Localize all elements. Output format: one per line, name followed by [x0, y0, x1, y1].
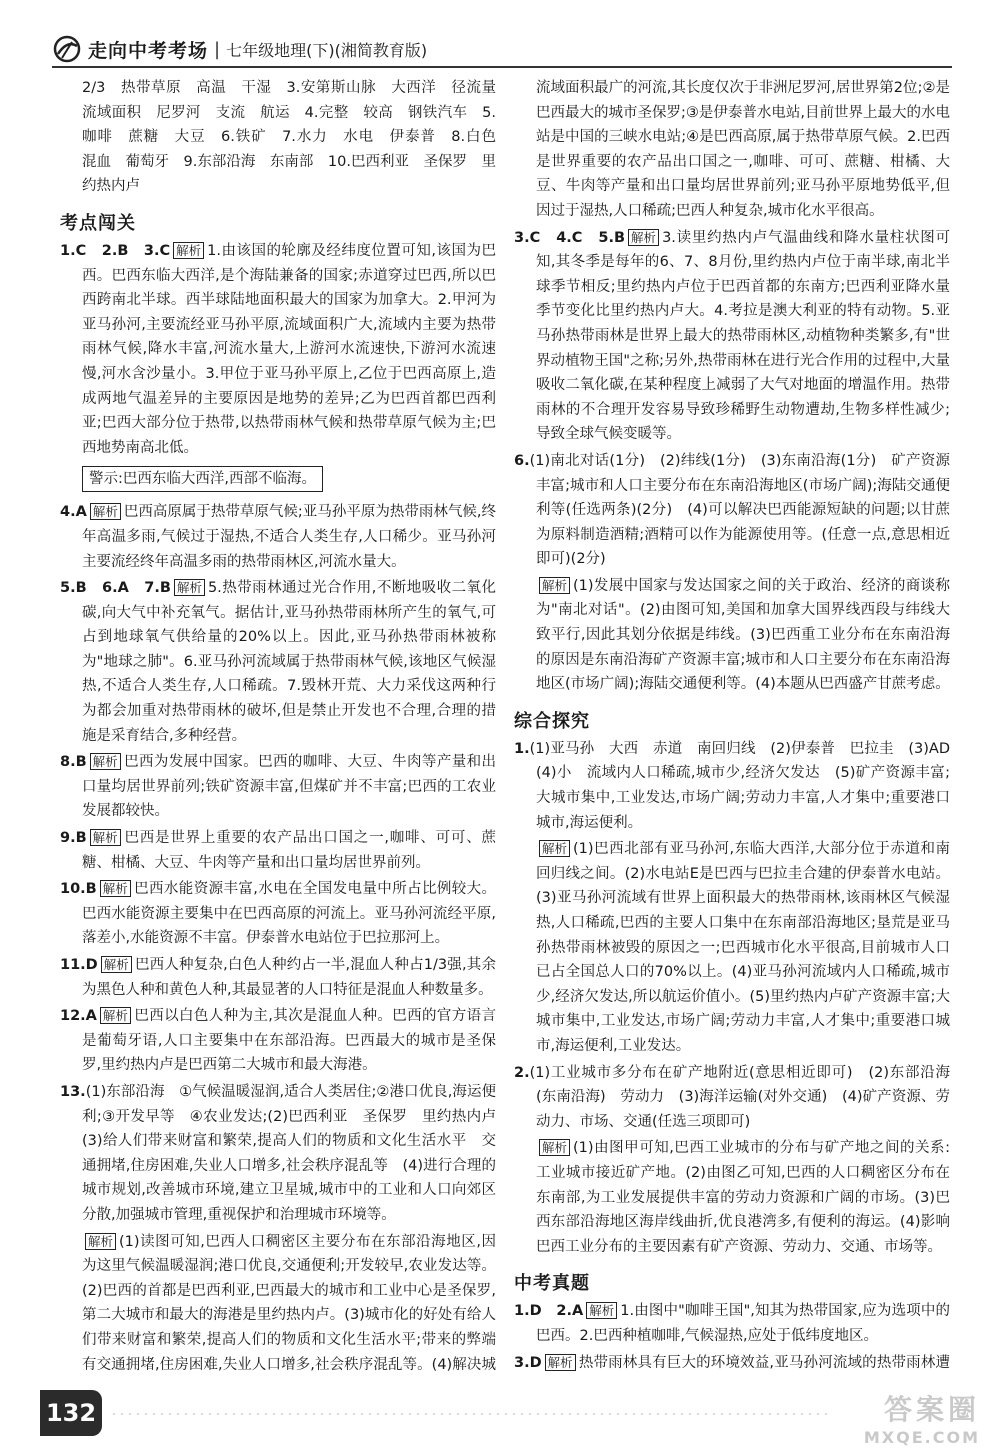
site-watermark — [830, 1388, 980, 1447]
answer-number: 1.C 2.B 3.C — [60, 242, 171, 259]
analysis-text: (1)由图甲可知,巴西工业城市的分布与矿产地之间的关系:工业城市接近矿产地。(2)由图乙可知,巴西的人口稠密区分布在东南部,为工业发展提供丰富的劳动力资源和广阔的市场。(3)巴西东部沿海地区海岸线曲折,优良港湾多,有便利的海运。(4)影响巴西工业分布的主要因素有矿产资源、劳动力、交通、市场等。 — [536, 1140, 950, 1255]
analysis-tag: 解析 — [174, 579, 205, 596]
answer-number: 11.D — [60, 957, 98, 973]
answer-m1-continued: 流域面积最广的河流,其长度仅次于非洲尼罗河,居世界第2位;②是巴西最大的城市圣保罗;③是伊泰普水电站,目前世界上最大的水电站是中国的三峡水电站;④是巴西高原,属于热带草原气候。2.巴西是世界重要的农产品出口国之一,咖啡、可可、蔗糖、柑橘、大豆、牛肉等产量和出口量均居世界前列;亚马孙平原地势低平,但因过于湿热,人口稀疏;巴西人种复杂,城市化水平很高。 — [536, 80, 950, 219]
brand-logo-icon — [52, 34, 82, 64]
answer-number: 6. — [514, 452, 530, 469]
analysis-q13 — [60, 1230, 496, 1376]
header-divider: | — [214, 38, 221, 60]
answer-number: 9.B — [60, 830, 87, 847]
answer-text: 巴西以白色人种为主,其次是混血人种。巴西的官方语言是葡萄牙语,人口主要集中在东部沿海。巴西最大的城市是圣保罗,里约热内卢是巴西第二大城市和最大海港。 — [82, 1008, 496, 1074]
answer-number: 10.B — [60, 881, 97, 898]
section-title-zhongkao: 中考真题 — [514, 1273, 590, 1295]
answer-q1 — [60, 239, 496, 460]
answer-number: 3.D — [514, 1354, 542, 1371]
analysis-m6 — [514, 574, 950, 697]
answer-number: 12.A — [60, 1008, 97, 1025]
analysis-z2 — [514, 1136, 950, 1259]
analysis-tag: 解析 — [539, 1139, 570, 1156]
book-subtitle: 七年级地理(下)(湘简教育版) — [226, 40, 428, 60]
answer-q11 — [60, 953, 496, 1002]
answer-q4 — [60, 500, 496, 574]
answer-number: 13. — [60, 1083, 86, 1100]
answer-text: 巴西是世界上重要的农产品出口国之一,咖啡、可可、蔗糖、柑橘、大豆、牛肉等产量和出口量均居世界前列。 — [82, 830, 496, 871]
answer-m6 — [514, 449, 950, 572]
left-column — [60, 76, 496, 1376]
section-title-zonghe: 综合探究 — [514, 710, 590, 732]
page-header — [52, 32, 952, 68]
answer-k1 — [514, 1299, 950, 1348]
answer-text: (1)南北对话(1分) (2)纬线(1分) (3)东南沿海(1分) 矿产资源丰富;城市和人口主要分布在东南沿海地区(市场广阔);海陆交通便利等(任选两条)(2分) (4)可以解决巴西能源短缺的问题;以甘蔗为原料制造酒精;酒精可以作为能源使用等。(任意一点,意思相近即可)(2分) — [529, 452, 950, 568]
analysis-tag: 解析 — [100, 1007, 131, 1024]
answer-q5 — [60, 576, 496, 748]
footer-divider — [110, 1412, 830, 1416]
answer-q10 — [60, 877, 496, 951]
answer-number: 8.B — [60, 754, 87, 771]
answer-m3 — [514, 226, 950, 447]
answer-text: 1.由图中"咖啡王国",知其为热带国家,应为选项中的巴西。2.巴西种植咖啡,气候湿热,应处于低纬度地区。 — [536, 1303, 950, 1344]
watermark-url: MXQE.COM — [863, 1428, 980, 1447]
answer-text: 3.读里约热内卢气温曲线和降水量柱状图可知,其冬季是每年的6、7、8月份,里约热内卢位于南半球,南北半球季节相反;里约热内卢位于巴西首都的东南方;巴西利亚降水量季节变化比里约热内卢大。4.考拉是澳大利亚的特有动物。5.亚马孙热带雨林是世界上最大的热带雨林区,动植物种类繁多,有"世界动植物王国"之称;另外,热带雨林在进行光合作用的过程中,大量吸收二氧化碳,在某种程度上减弱了大气对地面的增温作用。热带雨林的不合理开发容易导致珍稀野生动物遭劫,生物多样性减少;导致全球气候变暖等。 — [536, 229, 950, 443]
answer-number: 2. — [514, 1064, 530, 1081]
answer-text: (1)东部沿海 ①气候温暖湿润,适合人类居住;②港口优良,海运便利;③开发早等 ④农业发达;(2)巴西利亚 圣保罗 里约热内卢 (3)给人们带来财富和繁荣,提高人们的物质和文化生活水平 交通拥堵,住房困难,失业人口增多,社会秩序混乱等 (4)进行合理的城市规划,改善城市环境,建立卫星城,城市中的工业和人口向郊区分散,加强城市管理,重视保护和治理城市环境等。 — [82, 1083, 496, 1223]
answer-q8 — [60, 750, 496, 824]
intro-answers: 2/3 热带草原 高温 干湿 3.安第斯山脉 大西洋 径流量 流域面积 尼罗河 支流 航运 4.完整 较高 钢铁汽车 5.咖啡 蔗糖 大豆 6.铁矿 7.水力 水电 伊泰普 8.白色 混血 葡萄牙 9.东部沿海 东南部 10.巴西利亚 圣保罗 里约热内卢 — [82, 80, 496, 195]
analysis-tag: 解析 — [628, 229, 659, 246]
answer-number: 1.D 2.A — [514, 1303, 584, 1320]
answer-text: 1.由该国的轮廓及经纬度位置可知,该国为巴西。巴西东临大西洋,是个海陆兼备的国家;赤道穿过巴西,所以巴西跨南北半球。西半球陆地面积最大的国家为加拿大。2.甲河为亚马孙河,主要流经亚马孙平原,流域面积广大,流域内主要为热带雨林气候,降水丰富,河流水量大,上游河水流速快,下游河水流速慢,河水含沙量小。3.甲位于亚马孙平原上,乙位于巴西高原上,造成两地气温差异的主要原因是地势的差异;乙为巴西首都巴西利亚;巴西大部分位于热带,以热带雨林气候和热带草原气候为主;巴西地势南高北低。 — [82, 242, 496, 456]
answer-z2 — [514, 1061, 950, 1135]
answer-text: 巴西高原属于热带草原气候;亚马孙平原为热带雨林气候,终年高温多雨,气候过于湿热,不适合人类生存,人口稀少。亚马孙河主要流经终年高温多雨的热带雨林区,河流水量大。 — [82, 504, 496, 570]
analysis-tag: 解析 — [545, 1354, 576, 1371]
analysis-tag: 解析 — [539, 577, 570, 594]
page-number: 132 — [40, 1390, 102, 1436]
answer-text: 巴西水能资源丰富,水电在全国发电量中所占比例较大。巴西水能资源主要集中在巴西高原的河流上。亚马孙河流经平原,落差小,水能资源不丰富。伊泰普水电站位于巴拉那河上。 — [82, 881, 496, 947]
analysis-tag: 解析 — [85, 1233, 116, 1250]
warning-box: 警示:巴西东临大西洋,西部不临海。 — [82, 466, 323, 492]
answer-text: (1)亚马孙 大西 赤道 南回归线 (2)伊泰普 巴拉圭 (3)AD (4)小 流域内人口稀疏,城市少,经济欠发达 (5)矿产资源丰富;大城市集中,工业发达,市场广阔;劳动力丰富,人才集中;重要港口城市,海运便利。 — [529, 740, 950, 831]
section-title-kaodian: 考点闯关 — [60, 212, 136, 234]
answer-text: (1)工业城市多分布在矿产地附近(意思相近即可) (2)东部沿海(东南沿海) 劳动力 (3)海洋运输(对外交通) (4)矿产资源、劳动力、市场、交通(任选三项即可) — [529, 1064, 950, 1130]
right-column — [514, 76, 950, 1376]
answer-q9 — [60, 826, 496, 875]
analysis-tag: 解析 — [90, 753, 121, 770]
answer-text: 巴西为发展中国家。巴西的咖啡、大豆、牛肉等产量和出口量均居世界前列;铁矿资源丰富,但煤矿并不丰富;巴西的工农业发展都较快。 — [82, 754, 496, 820]
answer-q13 — [60, 1080, 496, 1228]
answer-q12 — [60, 1004, 496, 1078]
analysis-tag: 解析 — [586, 1302, 617, 1319]
answer-number: 4.A — [60, 504, 87, 521]
answer-number: 3.C 4.C 5.B — [514, 229, 626, 246]
analysis-tag: 解析 — [90, 829, 121, 846]
analysis-tag: 解析 — [100, 880, 131, 897]
answer-k3 — [514, 1351, 950, 1377]
answer-text: 热带雨林具有巨大的环境效益,亚马孙河流域的热带雨林遭 — [578, 1354, 950, 1371]
analysis-text: (1)读图可知,巴西人口稠密区主要分布在东部沿海地区,因为这里气候温暖湿润;港口优良,交通便利;开发较早,农业发达等。(2)巴西的首都是巴西利亚,巴西最大的城市和工业中心是圣保罗,第二大城市和最大的海港是里约热内卢。(3)城市化的好处有给人们带来财富和繁荣,提高人们的物质和文化生活水平;带来的弊端有交通拥堵,住房困难,失业人口增多,社会秩序混乱等。(4)解决城 — [82, 1233, 496, 1373]
analysis-tag: 解析 — [539, 840, 570, 857]
analysis-tag: 解析 — [90, 503, 121, 520]
watermark-title: 答案圈 — [883, 1393, 980, 1426]
answer-number: 1. — [514, 740, 530, 757]
brand-name: 走向中考考场 — [88, 39, 209, 62]
answer-text: 巴西人种复杂,白色人种约占一半,混血人种占1/3强,其余为黑色人种和黄色人种,其最显著的人口特征是混血人种数量多。 — [82, 957, 496, 998]
answer-z1 — [514, 737, 950, 835]
answer-text: 5.热带雨林通过光合作用,不断地吸收二氧化碳,向大气中补充氧气。据估计,亚马孙热带雨林所产生的氧气,可占到地球氧气供给量的20%以上。因此,亚马孙热带雨林被称为"地球之肺"。6.亚马孙河流域属于热带雨林气候,该地区气候湿热,不适合人类生存,人口稀疏。7.毁林开荒、大力采伐这两种行为都会加重对热带雨林的破坏,但是禁止开发也不合理,合理的措施是采育结合,多种经营。 — [82, 580, 496, 744]
analysis-z1 — [514, 837, 950, 1058]
analysis-tag: 解析 — [101, 956, 132, 973]
analysis-text: (1)发展中国家与发达国家之间的关于政治、经济的商谈称为"南北对话"。(2)由图可知,美国和加拿大国界线西段与纬线大致平行,因此其划分依据是纬线。(3)巴西重工业分布在东南沿海的原因是东南沿海矿产资源丰富;城市和人口主要分布在东南沿海地区(市场广阔);海陆交通便利等。(4)本题从巴西盛产甘蔗考虑。 — [536, 577, 950, 693]
analysis-tag: 解析 — [173, 242, 204, 259]
answer-number: 5.B 6.A 7.B — [60, 580, 171, 597]
analysis-text: (1)巴西北部有亚马孙河,东临大西洋,大部分位于赤道和南回归线之间。(2)水电站E是巴西与巴拉圭合建的伊泰普水电站。(3)亚马孙河流域有世界上面积最大的热带雨林,该雨林区气候湿热,人口稀疏,巴西的主要人口集中在东南部沿海地区;垦荒是亚马孙热带雨林被毁的原因之一;巴西城市化水平很高,目前城市人口已占全国总人口的70%以上。(4)亚马孙河流域内人口稀疏,城市少,经济欠发达,所以航运价值小。(5)里约热内卢矿产资源丰富;大城市集中,工业发达,市场广阔;劳动力丰富,人才集中;重要港口城市,海运便利,工业发达。 — [536, 841, 950, 1054]
